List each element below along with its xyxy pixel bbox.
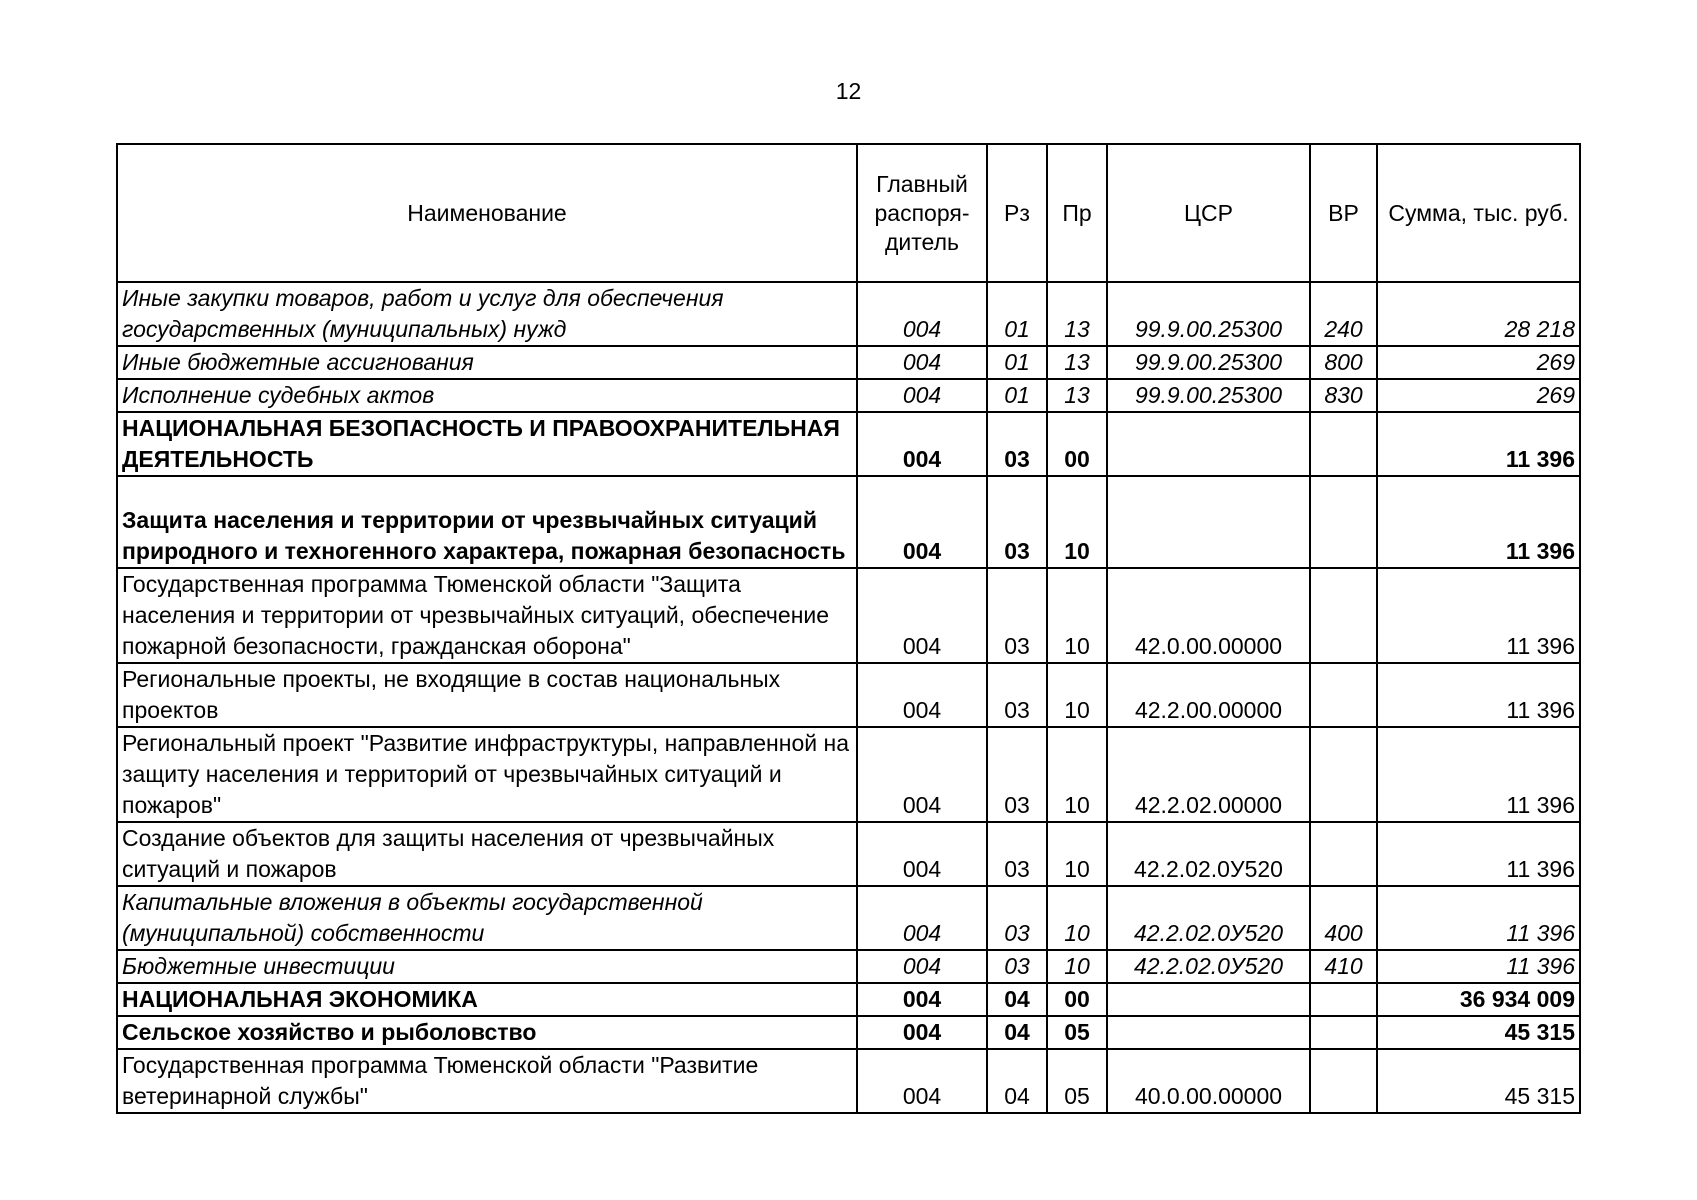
cell-target-article — [1107, 983, 1310, 1016]
cell-section: 04 — [987, 1016, 1047, 1049]
cell-section: 03 — [987, 950, 1047, 983]
cell-target-article: 40.0.00.00000 — [1107, 1049, 1310, 1113]
cell-target-article — [1107, 412, 1310, 476]
cell-name: Государственная программа Тюменской области "Защита населения и территории от чрезвычайных ситуаций, обеспечение пожарной безопасности, гражданская оборона" — [117, 568, 857, 663]
cell-name: Региональный проект "Развитие инфраструктуры, направленной на защиту населения и территорий от чрезвычайных ситуаций и пожаров" — [117, 727, 857, 822]
cell-sum: 11 396 — [1377, 727, 1580, 822]
cell-subsection: 05 — [1047, 1016, 1107, 1049]
cell-chief-manager: 004 — [857, 1016, 987, 1049]
cell-section: 03 — [987, 476, 1047, 568]
cell-sum: 28 218 — [1377, 282, 1580, 346]
cell-sum: 11 396 — [1377, 412, 1580, 476]
cell-name: НАЦИОНАЛЬНАЯ БЕЗОПАСНОСТЬ И ПРАВООХРАНИТЕЛЬНАЯ ДЕЯТЕЛЬНОСТЬ — [117, 412, 857, 476]
cell-target-article: 42.2.00.00000 — [1107, 663, 1310, 727]
header-section: Рз — [987, 144, 1047, 282]
cell-name: Государственная программа Тюменской области "Развитие ветеринарной службы" — [117, 1049, 857, 1113]
cell-target-article: 42.2.02.0У520 — [1107, 886, 1310, 950]
cell-section: 03 — [987, 568, 1047, 663]
cell-section: 03 — [987, 822, 1047, 886]
cell-subsection: 00 — [1047, 983, 1107, 1016]
table-body — [117, 282, 1580, 1113]
cell-name: Создание объектов для защиты населения от чрезвычайных ситуаций и пожаров — [117, 822, 857, 886]
cell-chief-manager: 004 — [857, 412, 987, 476]
cell-name: Иные бюджетные ассигнования — [117, 346, 857, 379]
cell-target-article: 42.2.02.00000 — [1107, 727, 1310, 822]
table-row — [117, 379, 1580, 412]
cell-name: Иные закупки товаров, работ и услуг для обеспечения государственных (муниципальных) нужд — [117, 282, 857, 346]
cell-expense-type — [1310, 1016, 1377, 1049]
cell-target-article: 99.9.00.25300 — [1107, 282, 1310, 346]
cell-subsection: 05 — [1047, 1049, 1107, 1113]
cell-subsection: 10 — [1047, 663, 1107, 727]
cell-section: 01 — [987, 346, 1047, 379]
header-subsection: Пр — [1047, 144, 1107, 282]
cell-section: 03 — [987, 727, 1047, 822]
table-row — [117, 1049, 1580, 1113]
cell-section: 01 — [987, 282, 1047, 346]
header-sum: Сумма, тыс. руб. — [1377, 144, 1580, 282]
cell-target-article — [1107, 1016, 1310, 1049]
cell-expense-type: 800 — [1310, 346, 1377, 379]
cell-sum: 36 934 009 — [1377, 983, 1580, 1016]
table-row — [117, 727, 1580, 822]
cell-subsection: 10 — [1047, 950, 1107, 983]
cell-chief-manager: 004 — [857, 346, 987, 379]
page-number: 12 — [835, 78, 862, 104]
table-row — [117, 822, 1580, 886]
table-row — [117, 476, 1580, 568]
cell-chief-manager: 004 — [857, 1049, 987, 1113]
cell-subsection: 10 — [1047, 476, 1107, 568]
cell-section: 03 — [987, 886, 1047, 950]
cell-subsection: 00 — [1047, 412, 1107, 476]
cell-expense-type — [1310, 476, 1377, 568]
cell-expense-type — [1310, 568, 1377, 663]
cell-chief-manager: 004 — [857, 727, 987, 822]
table-row — [117, 983, 1580, 1016]
budget-table — [116, 143, 1581, 1114]
cell-target-article: 99.9.00.25300 — [1107, 346, 1310, 379]
cell-sum: 269 — [1377, 379, 1580, 412]
cell-section: 01 — [987, 379, 1047, 412]
cell-chief-manager: 004 — [857, 379, 987, 412]
cell-expense-type — [1310, 1049, 1377, 1113]
table-row — [117, 663, 1580, 727]
cell-chief-manager: 004 — [857, 568, 987, 663]
table-row — [117, 282, 1580, 346]
cell-expense-type — [1310, 727, 1377, 822]
cell-sum: 11 396 — [1377, 476, 1580, 568]
cell-chief-manager: 004 — [857, 822, 987, 886]
cell-sum: 45 315 — [1377, 1016, 1580, 1049]
cell-sum: 45 315 — [1377, 1049, 1580, 1113]
cell-sum: 11 396 — [1377, 568, 1580, 663]
header-name: Наименование — [117, 144, 857, 282]
cell-name: Региональные проекты, не входящие в состав национальных проектов — [117, 663, 857, 727]
table-row — [117, 1016, 1580, 1049]
cell-subsection: 13 — [1047, 379, 1107, 412]
header-chief-manager: Главный распоря-дитель — [857, 144, 987, 282]
cell-name: Капитальные вложения в объекты государственной (муниципальной) собственности — [117, 886, 857, 950]
table-row — [117, 568, 1580, 663]
cell-expense-type — [1310, 412, 1377, 476]
cell-sum: 11 396 — [1377, 886, 1580, 950]
cell-chief-manager: 004 — [857, 663, 987, 727]
table-row — [117, 886, 1580, 950]
header-row — [117, 144, 1580, 282]
cell-chief-manager: 004 — [857, 282, 987, 346]
cell-subsection: 10 — [1047, 822, 1107, 886]
cell-name: Защита населения и территории от чрезвычайных ситуаций природного и техногенного характера, пожарная безопасность — [117, 476, 857, 568]
cell-sum: 269 — [1377, 346, 1580, 379]
cell-section: 04 — [987, 983, 1047, 1016]
table-header — [117, 144, 1580, 282]
header-expense-type: ВР — [1310, 144, 1377, 282]
header-target-article: ЦСР — [1107, 144, 1310, 282]
cell-section: 03 — [987, 663, 1047, 727]
cell-expense-type: 410 — [1310, 950, 1377, 983]
cell-name: НАЦИОНАЛЬНАЯ ЭКОНОМИКА — [117, 983, 857, 1016]
cell-subsection: 10 — [1047, 886, 1107, 950]
cell-expense-type — [1310, 983, 1377, 1016]
cell-subsection: 10 — [1047, 568, 1107, 663]
cell-subsection: 10 — [1047, 727, 1107, 822]
cell-sum: 11 396 — [1377, 663, 1580, 727]
cell-section: 04 — [987, 1049, 1047, 1113]
table-row — [117, 412, 1580, 476]
cell-name: Сельское хозяйство и рыболовство — [117, 1016, 857, 1049]
cell-subsection: 13 — [1047, 346, 1107, 379]
cell-chief-manager: 004 — [857, 983, 987, 1016]
cell-expense-type — [1310, 663, 1377, 727]
table-row — [117, 950, 1580, 983]
cell-name: Исполнение судебных актов — [117, 379, 857, 412]
cell-expense-type: 400 — [1310, 886, 1377, 950]
cell-target-article — [1107, 476, 1310, 568]
cell-chief-manager: 004 — [857, 886, 987, 950]
cell-sum: 11 396 — [1377, 950, 1580, 983]
cell-expense-type: 240 — [1310, 282, 1377, 346]
cell-chief-manager: 004 — [857, 950, 987, 983]
cell-subsection: 13 — [1047, 282, 1107, 346]
cell-expense-type — [1310, 822, 1377, 886]
cell-name: Бюджетные инвестиции — [117, 950, 857, 983]
cell-target-article: 42.0.00.00000 — [1107, 568, 1310, 663]
cell-target-article: 42.2.02.0У520 — [1107, 950, 1310, 983]
cell-target-article: 99.9.00.25300 — [1107, 379, 1310, 412]
cell-section: 03 — [987, 412, 1047, 476]
table-row — [117, 346, 1580, 379]
cell-target-article: 42.2.02.0У520 — [1107, 822, 1310, 886]
cell-chief-manager: 004 — [857, 476, 987, 568]
cell-expense-type: 830 — [1310, 379, 1377, 412]
cell-sum: 11 396 — [1377, 822, 1580, 886]
